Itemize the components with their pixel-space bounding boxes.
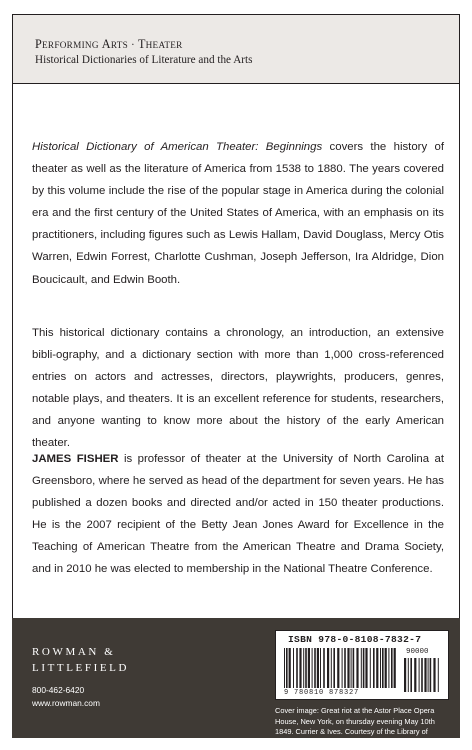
ean-digits: 9 780810 878327 bbox=[284, 689, 360, 697]
series-title: PERFORMING ARTS · THEATER bbox=[35, 37, 183, 51]
description-paragraph-2: This historical dictionary contains a chronology, an introduction, an extensive bibli-ography, and a dictionary section with more than 1,000 cross-referenced entries on actors and actresses, directors, playwrights, producers, genres, notable plays, and theaters. It is an excellent reference for students, researchers, and anyone wanting to know more about the history of the early American theater. bbox=[32, 327, 444, 450]
book-title: Historical Dictionary of American Theater: Beginnings bbox=[32, 141, 323, 153]
back-cover bbox=[12, 14, 460, 747]
publisher-logo: ROWMAN & LITTLEFIELD bbox=[32, 646, 130, 674]
description-paragraph-1: Historical Dictionary of American Theater: Beginnings covers the history of theater as well as the literature of America from 1538 to 1880. The years covered by this volume include the rise of the popular stage in America during the colonial era and the first century of the United States of America, with an emphasis on its practitioners, including figures such as Lewis Hallam, David Douglass, Mercy Otis Warren, Edwin Forrest, Charlotte Cushman, Joseph Jefferson, Ira Aldridge, Dion Boucicault, and Edwin Booth. bbox=[32, 141, 445, 286]
addon-barcode-icon bbox=[404, 658, 440, 692]
barcode-icon bbox=[284, 648, 396, 688]
series-subtitle: Historical Dictionaries of Literature and the Arts bbox=[35, 54, 253, 66]
cover-image-credit: Cover image: Great riot at the Astor Place Opera House, New York, on thursday evening May 10th 1849. Currier & Ives. Courtesy of the Library of Congress. bbox=[275, 706, 435, 747]
addon-digits: 90000 bbox=[406, 648, 429, 656]
author-name: JAMES FISHER bbox=[32, 453, 119, 465]
publisher-footer bbox=[12, 618, 460, 747]
barcode-box bbox=[275, 630, 449, 700]
series-header bbox=[12, 14, 460, 84]
description-area bbox=[12, 84, 460, 618]
publisher-phone: 800-462-6420 bbox=[32, 685, 85, 695]
author-bio: JAMES FISHER is professor of theater at the University of North Carolina at Greensboro, where he served as head of the department for seven years. He has published a dozen books and directed and/or acted in 150 theater productions. He is the 2007 recipient of the Betty Jean Jones Award for Excellence in the Teaching of American Theatre from the American Theatre and Drama Society, and in 2010 he was elected to membership in the National Theatre Conference. bbox=[32, 453, 444, 576]
isbn-label: ISBN 978-0-8108-7832-7 bbox=[288, 634, 422, 645]
publisher-website: www.rowman.com bbox=[32, 698, 100, 708]
